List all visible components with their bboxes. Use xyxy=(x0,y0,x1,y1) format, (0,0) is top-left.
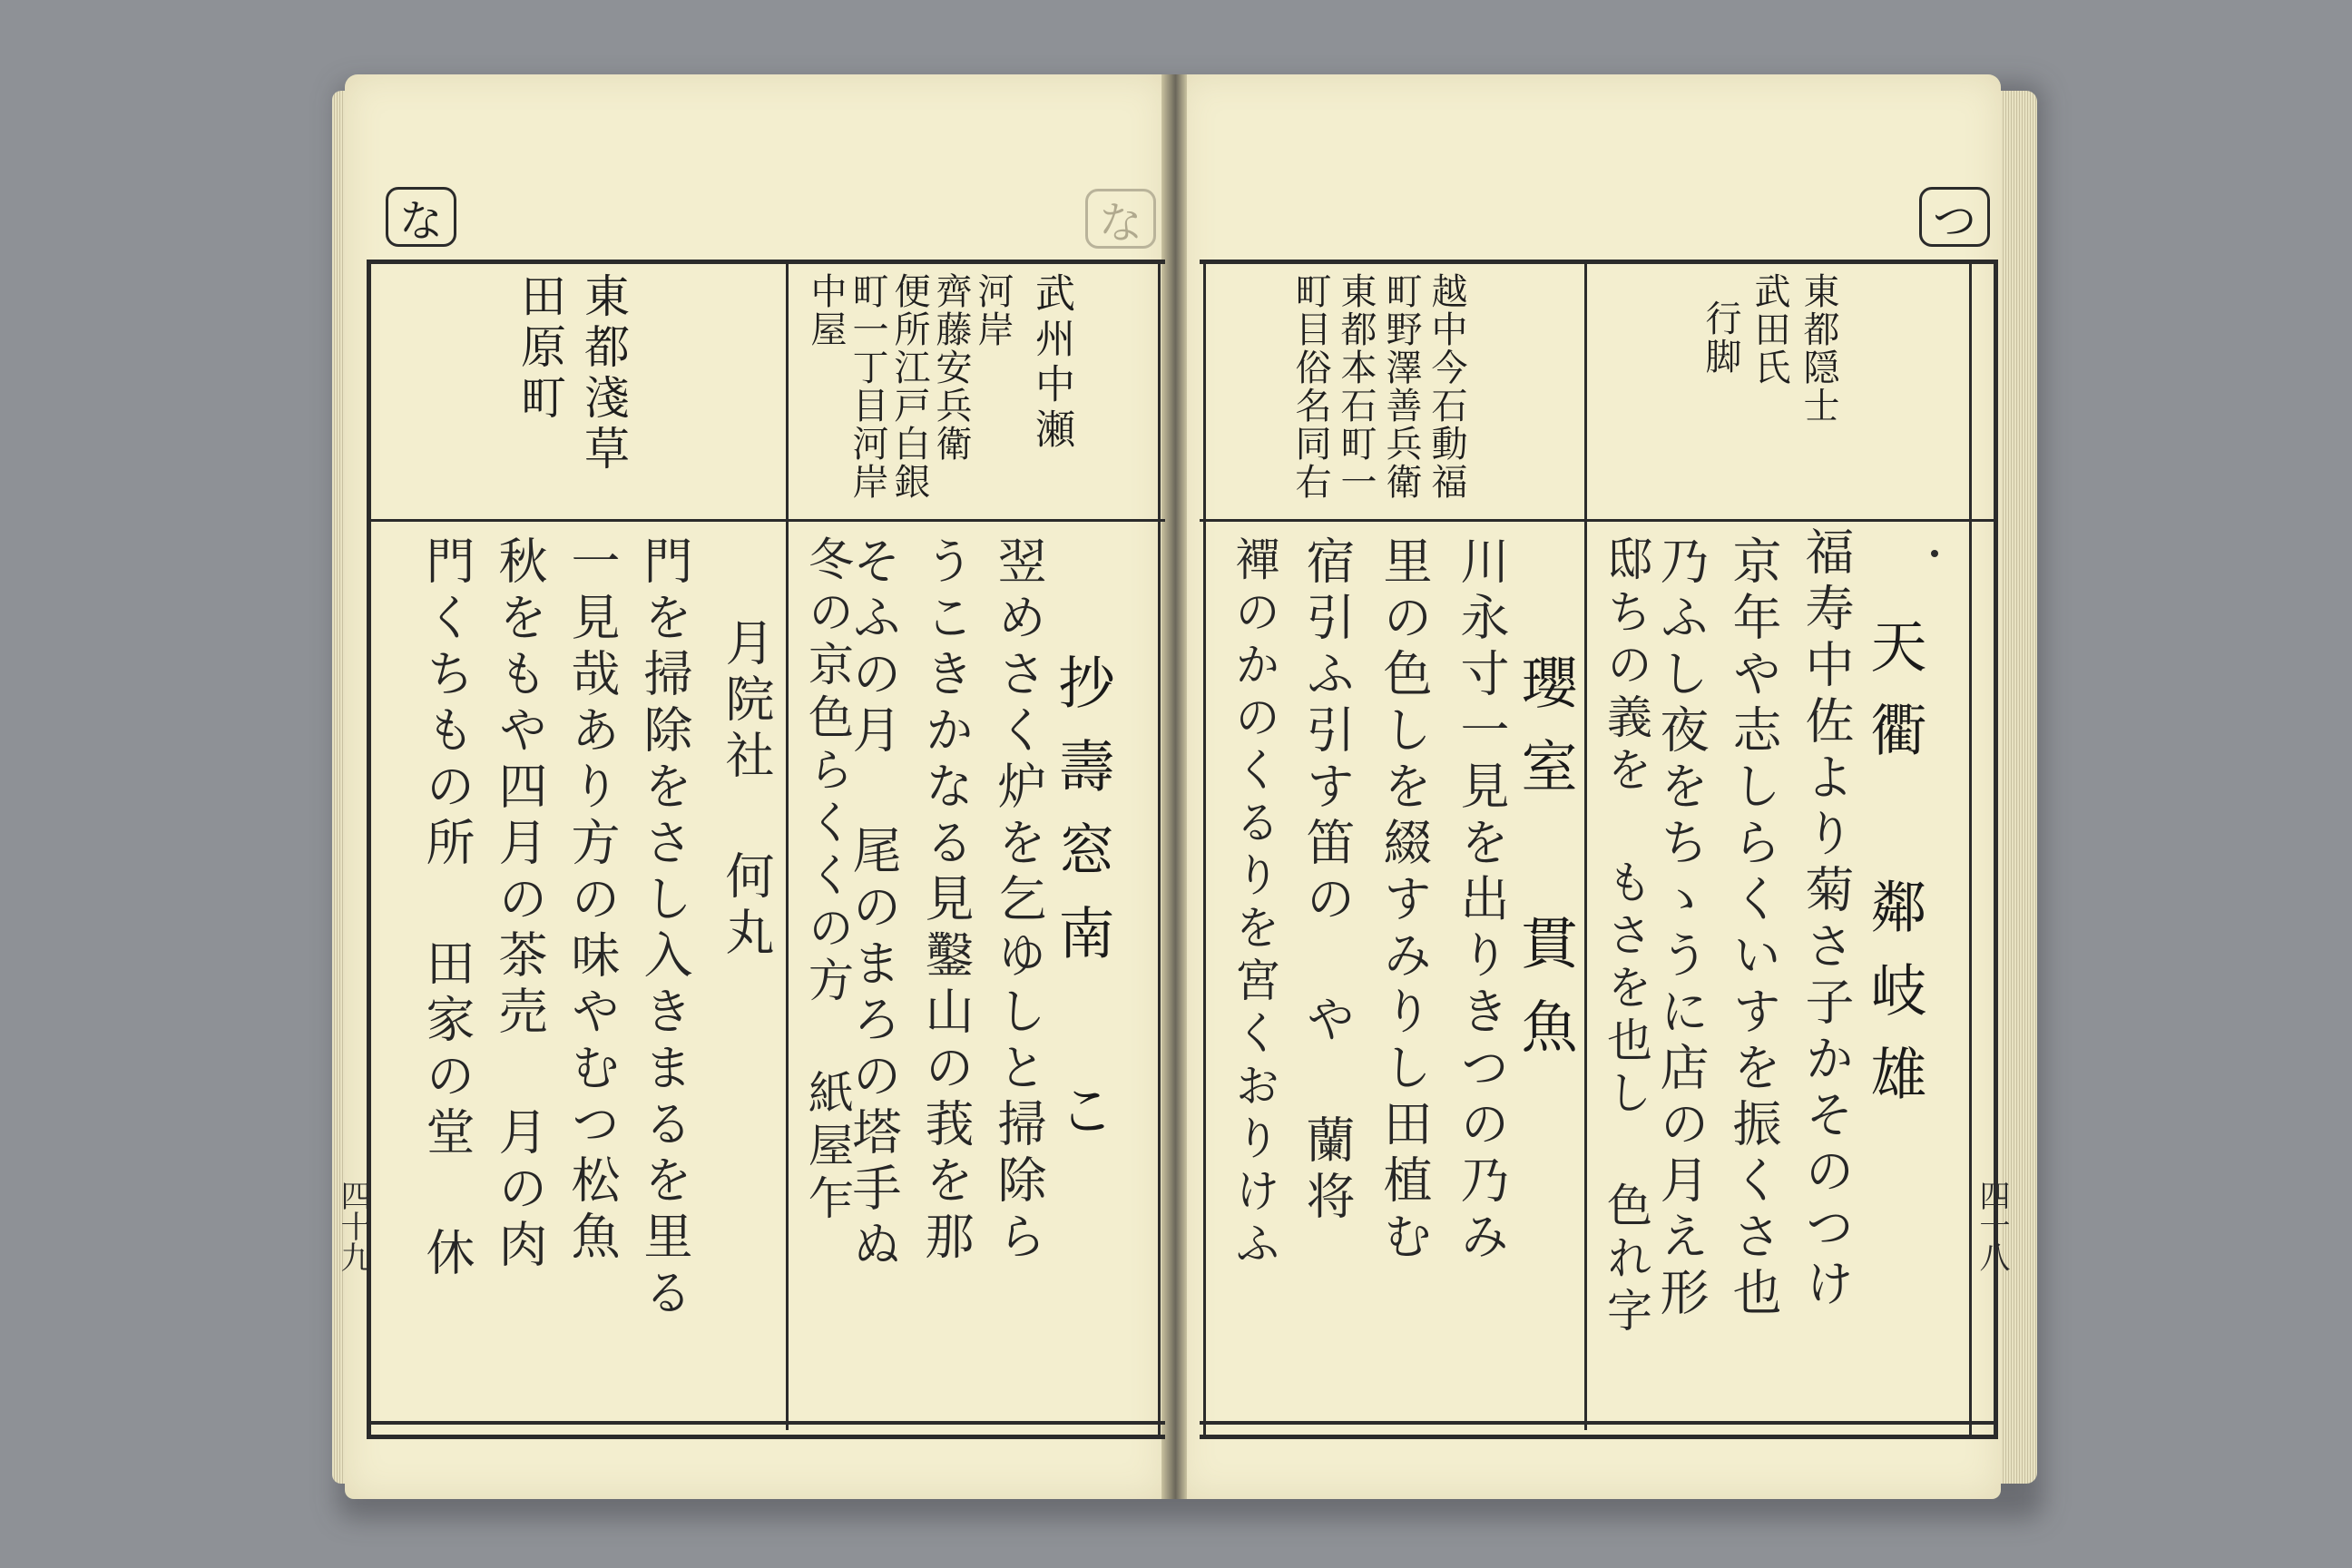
left-column-divider xyxy=(786,260,789,1430)
left-col2-header-line5: 町一丁目河岸 xyxy=(847,272,888,501)
right-tab-char: つ xyxy=(1932,195,1976,247)
left-col2-body-line3: うこきかなる見鑿山の莪を那 xyxy=(917,535,975,1267)
right-col2-header-line2: 町野澤善兵衛 xyxy=(1380,272,1422,501)
right-col2-body-line3: 里の色しを綴すみりし田植む xyxy=(1376,535,1433,1267)
left-col2-body-line5: 冬の京色らくくの方 紙屋乍 xyxy=(801,535,854,1227)
right-page-edge xyxy=(2001,91,2037,1484)
left-col2-header-line1: 武州中瀬 xyxy=(1028,272,1074,454)
right-frame-outer-line xyxy=(1969,260,1972,1439)
right-header-divider xyxy=(1200,519,1998,522)
right-col2-body-line2: 川永寸一見を出りきつの乃み xyxy=(1453,535,1510,1267)
right-col1-header-line3: 行脚 xyxy=(1700,299,1741,376)
right-col2-header-line3: 東都本石町一 xyxy=(1335,272,1377,501)
right-col2-body-line4: 宿引ふ引す笛の や 蘭将 xyxy=(1298,535,1356,1227)
right-col1-body-line4: 乃ふし夜をちゝうに店の月え形 xyxy=(1652,535,1710,1323)
left-col2-body-line2: 翌めさく炉を乞ゆしと掃除ら xyxy=(990,535,1047,1267)
left-frame-inner-edge xyxy=(1158,260,1161,1439)
left-tab-marker-faint xyxy=(1085,189,1156,249)
left-folio-number: 四十九 xyxy=(335,1180,371,1272)
left-col1-header-line2: 田原町 xyxy=(514,272,566,425)
right-folio-number: 四十八 xyxy=(1974,1180,2010,1272)
left-col1-body-line2: 門を掃除をさし入きまるを里る xyxy=(636,535,693,1323)
right-col2-header-line1: 越中今石動福 xyxy=(1426,272,1467,501)
right-col2-header-line4: 町目俗名同右 xyxy=(1289,272,1331,501)
right-frame-inner-bottom xyxy=(1200,1421,1998,1425)
left-col2-header-line6: 中屋 xyxy=(805,272,847,348)
left-col2-header-line4: 便所江戸白銀 xyxy=(888,272,930,501)
right-col1-body-line2: 福寿中佐より菊さ子かそのつけ xyxy=(1798,526,1855,1314)
right-column-divider xyxy=(1584,260,1587,1430)
left-col1-header-line1: 東都淺草 xyxy=(577,272,630,475)
left-col1-body-line3: 一見哉あり方の味やむつ松魚 xyxy=(564,535,621,1267)
right-col2-body-line5: 襌のかのくるりを宮くおりけふ xyxy=(1228,535,1280,1272)
left-tab-char-faint: な xyxy=(1098,197,1142,249)
left-col2-header-line3: 齊藤安兵衛 xyxy=(930,272,972,463)
left-col2-body-line4: そふの月 尾のまろの塔手ぬ xyxy=(845,535,902,1275)
right-col1-header-line1: 東都隠士 xyxy=(1798,272,1839,425)
left-col2-header-line2: 河岸 xyxy=(972,272,1014,348)
right-col1-mark xyxy=(1931,550,1938,557)
left-col1-body-line4: 秋をもや四月の茶売 月の肉 xyxy=(491,535,548,1275)
right-col1-header-line2: 武田氏 xyxy=(1749,272,1790,387)
right-frame-inner-edge xyxy=(1203,260,1206,1439)
right-col1-poet-name: 天衢 鄰岐雄 xyxy=(1861,617,1927,1128)
right-col2-poet-name: 瓔室 貫魚 xyxy=(1512,653,1578,1081)
left-header-divider xyxy=(367,519,1165,522)
left-col2-poet-name: 抄壽窓南 こ xyxy=(1049,653,1115,1164)
left-tab-marker xyxy=(386,187,456,247)
book-gutter xyxy=(1161,74,1187,1499)
right-tab-marker xyxy=(1919,187,1990,247)
right-col1-body-line5: 邸ちの義を もさを也し 色れ字 xyxy=(1600,535,1652,1339)
left-col1-body-line5: 門くちもの所 田家の堂 休 xyxy=(418,535,475,1283)
left-frame-inner-bottom xyxy=(367,1421,1165,1425)
left-tab-char: な xyxy=(398,195,443,247)
right-col1-body-line3: 京年や志しらくいすを振くさ也 xyxy=(1725,535,1782,1323)
left-col1-body-line1: 月院社 何丸 xyxy=(718,617,775,963)
